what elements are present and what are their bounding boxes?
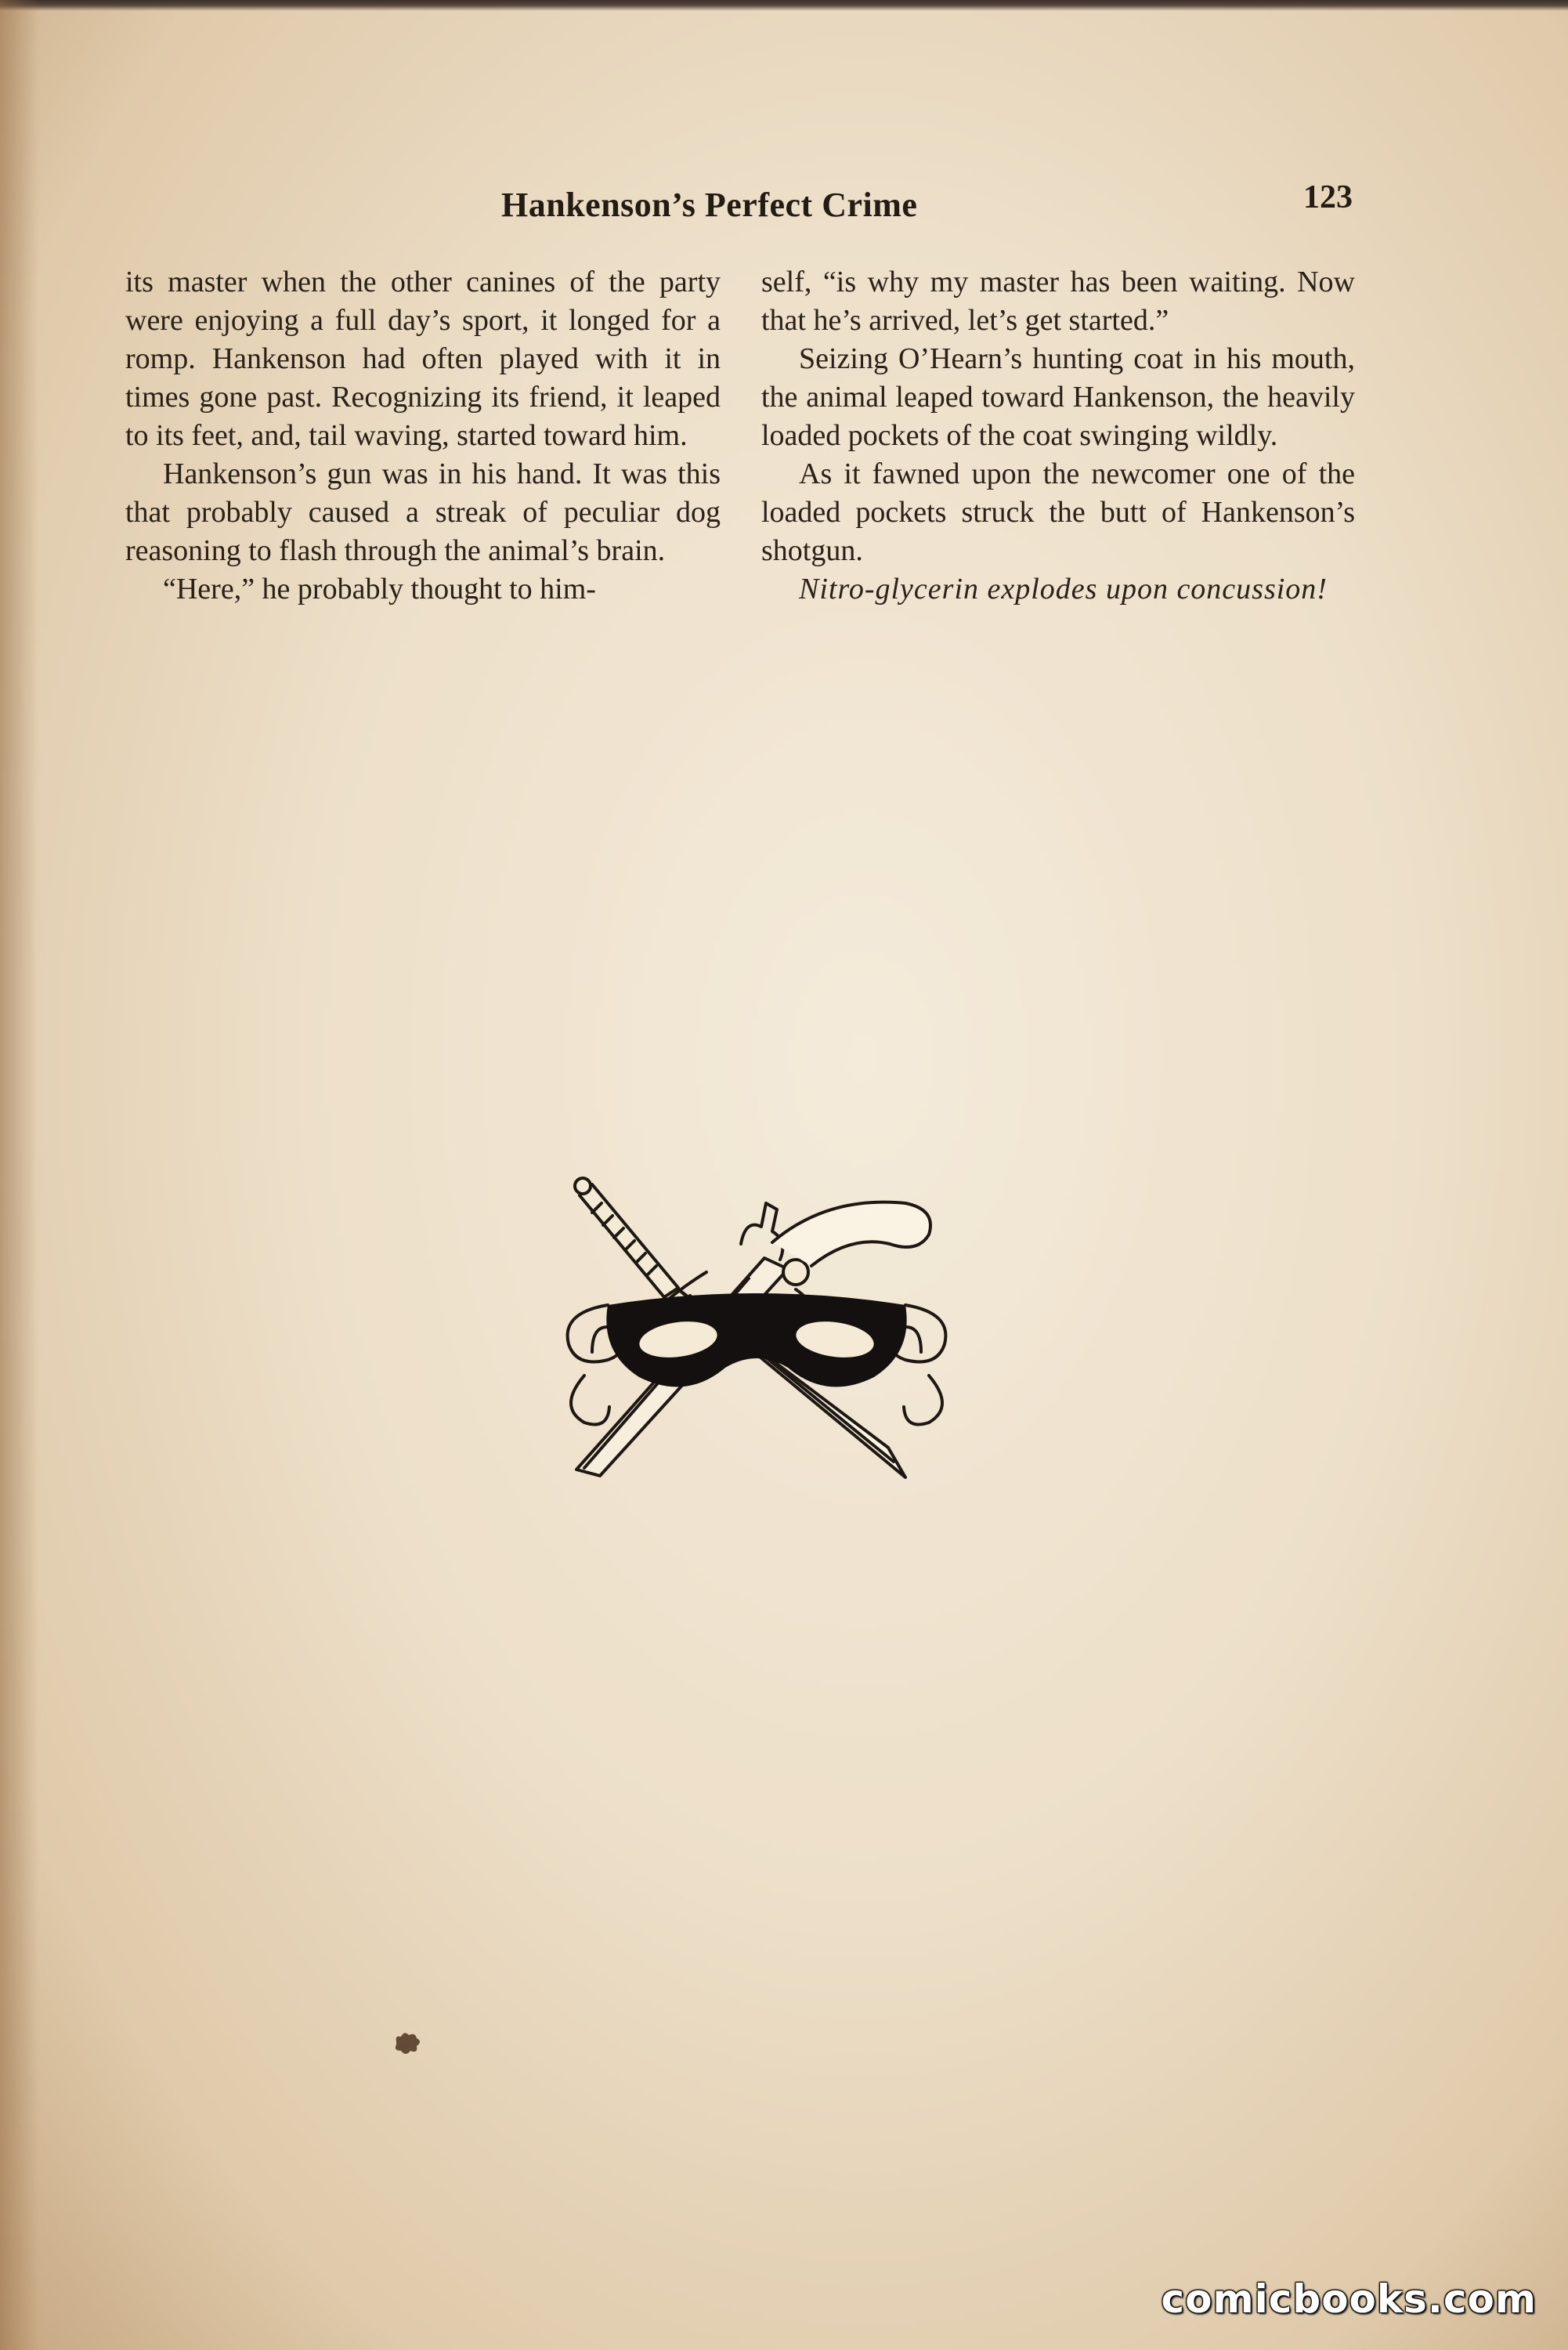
paragraph: its master when the other canines of the party were enjoying a full day’s sport, it longed for a romp. Hankenson had often played with it in times gone past. Recognizing its friend, it leaped to its feet, and, tail waving, started toward him. (125, 266, 721, 452)
left-column (125, 263, 721, 609)
mask-dagger-pistol-icon (561, 1172, 954, 1485)
right-column (761, 263, 1355, 609)
paragraph: As it fawned upon the newcomer one of the loaded pockets struck the butt of Hankenson’s shotgun. (761, 457, 1355, 567)
paragraph: Hankenson’s gun was in his hand. It was this that probably caused a streak of peculiar dog reasoning to flash through the animal’s brain. (125, 457, 721, 567)
ink-stain (392, 2030, 423, 2057)
paragraph: self, “is why my master has been waiting. Now that he’s arrived, let’s get started.” (761, 266, 1355, 337)
paragraph: “Here,” he probably thought to him- (163, 573, 596, 606)
closing-line: Nitro-glycerin explodes upon concussion! (799, 573, 1328, 606)
watermark: comicbooks.com (1161, 2276, 1537, 2322)
running-head: Hankenson’s Perfect Crime (501, 186, 918, 224)
page-number: 123 (1303, 179, 1353, 215)
paragraph: Seizing O’Hearn’s hunting coat in his mouth, the animal leaped toward Hankenson, the heavily loaded pockets of the coat swinging wildly. (761, 342, 1355, 452)
